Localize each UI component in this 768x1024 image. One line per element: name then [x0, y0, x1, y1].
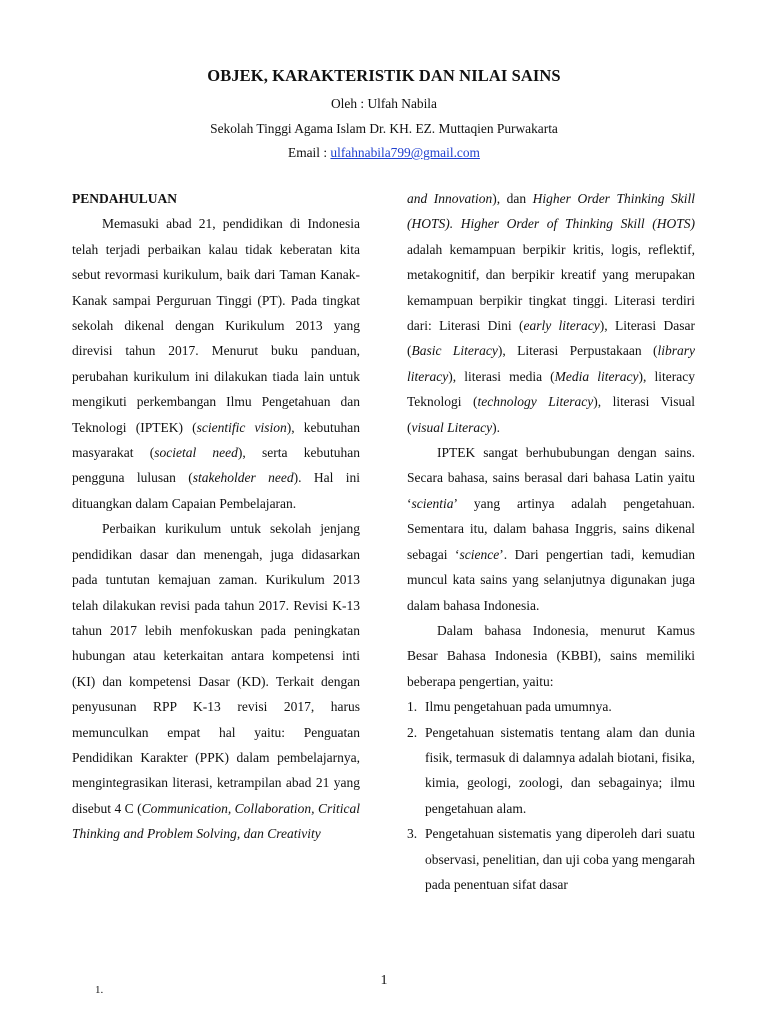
text-run: ), literasi media ( [448, 368, 555, 384]
italic-term: scientific vision [196, 419, 287, 435]
italic-term: societal need [154, 445, 238, 461]
body-paragraph [72, 516, 360, 846]
text-run: ), serta kebutuhan pengguna lulusan ( [72, 445, 360, 486]
text-run: ), Literasi Dasar ( [407, 318, 695, 359]
list-text: Ilmu pengetahuan pada umumnya. [425, 699, 612, 715]
list-item [407, 720, 695, 822]
text-run: ), Literasi Perpustakaan ( [497, 343, 658, 359]
italic-term: and Innovation [407, 191, 493, 206]
text-run: ), kebutuhan masyarakat ( [72, 419, 360, 461]
italic-term: Communication, Collaboration, Critical Thinking and Problem Solving, dan Creativity [72, 800, 360, 842]
section-heading: PENDAHULUAN [72, 191, 178, 206]
left-paragraphs [72, 211, 360, 846]
list-number: 1. [407, 699, 418, 715]
italic-term: early literacy [523, 318, 600, 334]
text-run: Memasuki abad 21, pendidikan di Indonesia telah terjadi perbaikan kalau tidak keberatan kita sebut revormasi kurikulum, baik dari Taman Kanak- Kanak sampai Perguruan Tinggi (PT). Pada tingkat sekolah dikenal dengan Kurikulum 2013 yang direvisi tahun 2017. Menurut buku panduan, perubahan kurikulum ini dilakukan tiada lain untuk mengikuti perkembangan Ilmu Pengetahuan dan Teknologi (IPTEK) ( [72, 216, 360, 435]
body-paragraph [72, 211, 360, 516]
text-run: ’. Dari pengertian tadi, kemudian muncul kata sains yang selanjutnya digunakan juga dalam bahasa Indonesia. [407, 546, 695, 613]
text-run: IPTEK sangat berhububungan dengan sains. Secara bahasa, sains berasal dari bahasa Latin yaitu ‘ [407, 445, 695, 511]
text-run: ), literacy Teknologi ( [407, 368, 695, 410]
italic-term: visual Literacy [411, 419, 493, 435]
author-line: Oleh : Ulfah Nabila [331, 96, 437, 111]
text-run: ). [492, 419, 500, 435]
paper-title: OBJEK, KARAKTERISTIK DAN NILAI SAINS [207, 66, 561, 85]
list-text: Pengetahuan sistematis tentang alam dan dunia fisik, termasuk di dalamnya adalah biotani, fisika, kimia, geologi, zoologi, dan sebagainya; ilmu pengetahuan alam. [425, 724, 695, 816]
definition-list [407, 694, 695, 897]
text-run: ’ yang artinya adalah pengetahuan. Sementara itu, dalam bahasa Inggris, sains dikenal sebagai ‘ [407, 495, 695, 562]
text-run: Perbaikan kurikulum untuk sekolah jenjang pendidikan dasar dan menengah, juga didasarkan pada tuntutan kemajuan zaman. Kurikulum 2013 telah dilakukan revisi pada tahun 2017. Revisi K-13 tahun 2017 lebih menfokuskan pada peningkatan hubungan atau keterkaitan antara kompetensi inti (KI) dan kompetensi Dasar (KD). Terkait dengan penyusunan RPP K-13 revisi 2017, harus memunculkan empat hal yaitu: Penguatan Pendidikan Karakter (PPK) dalam pembelajarnya, mengintegrasikan literasi, ketrampilan abad 21 yang disebut 4 C ( [72, 521, 360, 816]
text-run: ). Hal ini dituangkan dalam Capaian Pembelajaran. [72, 470, 360, 511]
italic-term: technology Literacy [477, 394, 594, 410]
page-number: 1 [380, 973, 388, 988]
body-paragraph [407, 440, 695, 618]
footnote-marker: 1. [95, 984, 104, 996]
list-item [407, 821, 695, 897]
list-number: 3. [407, 826, 418, 842]
text-run: adalah kemampuan berpikir kritis, logis, reflektif, metakognitif, dan berpikir kreatif yang merupakan kemampuan berpikir tingkat tinggi. Literasi terdiri dari: Literasi Dini ( [407, 241, 695, 334]
email-label: Email : [288, 145, 331, 160]
text-run: Dalam bahasa Indonesia, menurut Kamus Besar Bahasa Indonesia (KBBI), sains memiliki beberapa pengertian, yaitu: [407, 622, 695, 689]
italic-term: scientia [411, 495, 454, 511]
left-column [72, 186, 360, 847]
list-text: Pengetahuan sistematis yang diperoleh dari suatu observasi, penelitian, dan uji coba yang mengarah pada penentuan sifat dasar [425, 826, 695, 892]
italic-term: Basic Literacy [411, 343, 498, 359]
italic-term: stakeholder need [192, 470, 294, 486]
email-line [0, 145, 768, 161]
list-item [407, 694, 695, 719]
text-run: ), literasi Visual ( [407, 394, 695, 435]
right-column [407, 186, 695, 897]
body-paragraph [407, 618, 695, 694]
body-paragraph [407, 186, 695, 440]
email-link[interactable]: ulfahnabila799@gmail.com [330, 145, 480, 160]
right-paragraphs [407, 186, 695, 694]
italic-term: library literacy [407, 343, 695, 384]
text-run: ), dan [492, 191, 533, 206]
italic-term: science [459, 546, 500, 562]
italic-term: Media literacy [554, 368, 639, 384]
italic-term: Higher Order Thinking Skill (HOTS). Higher Order of Thinking Skill (HOTS) [407, 191, 695, 232]
list-number: 2. [407, 724, 418, 740]
affiliation-line: Sekolah Tinggi Agama Islam Dr. KH. EZ. Muttaqien Purwakarta [210, 121, 558, 136]
